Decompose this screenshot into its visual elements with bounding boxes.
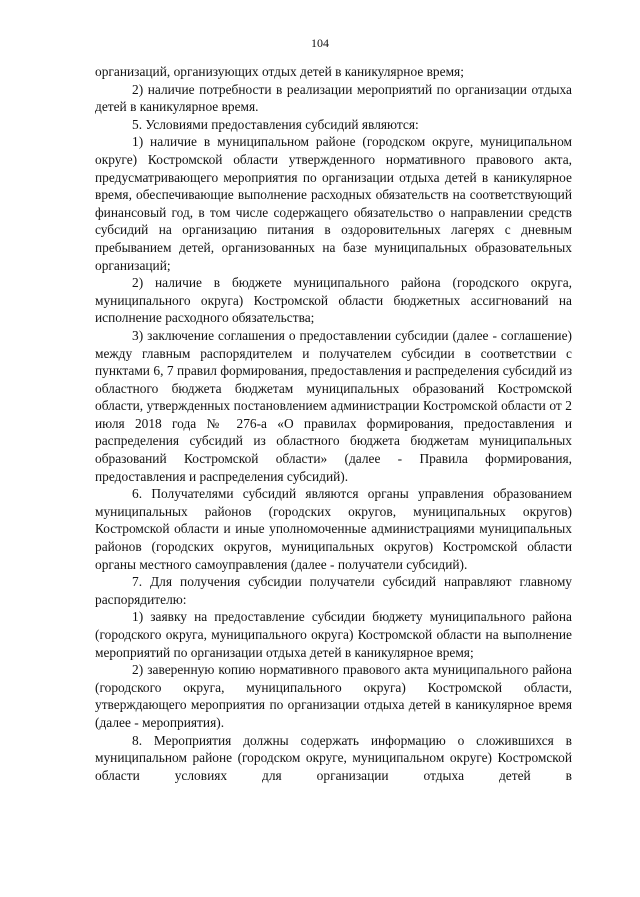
paragraph: 7. Для получения субсидии получатели субсидий направляют главному распорядителю: [95, 574, 572, 607]
paragraph: 1) наличие в муниципальном районе (городском округе, муниципальном округе) Костромской области утвержденного нормативного правового акта, предусматривающего мероприятия по организации отдыха детей в каникулярное время, обеспечивающие выполнение расходных обязательств на соответствующий финансовый год, в том числе содержащего обязательство о направлении средств субсидий на организацию питания в оздоровительных лагерях с дневным пребыванием детей, организованных на базе муниципальных образовательных организаций; [95, 134, 572, 273]
paragraph: организаций, организующих отдых детей в каникулярное время; [95, 64, 464, 79]
page-number: 104 [311, 36, 329, 50]
paragraph: 5. Условиями предоставления субсидий являются: [132, 116, 419, 132]
paragraph: 8. Мероприятия должны содержать информацию о сложившихся в муниципальном районе (городском округе, муниципальном округе) Костромской области условиях для организации отдыха детей в [95, 732, 572, 783]
paragraph: 1) заявку на предоставление субсидии бюджету муниципального района (городского округа, муниципального округа) Костромской области на выполнение мероприятий по организации отдыха детей в каникулярное время; [95, 609, 572, 660]
paragraph: 2) заверенную копию нормативного правового акта муниципального района (городского округа, муниципального округа) Костромской области, утверждающего мероприятия по организации отдыха детей в каникулярное время (далее - мероприятия). [95, 662, 572, 730]
paragraph: 2) наличие потребности в реализации мероприятий по организации отдыха детей в каникулярное время. [95, 81, 572, 115]
document-body [95, 63, 572, 784]
paragraph: 3) заключение соглашения о предоставлении субсидии (далее - соглашение) между главным распорядителем и получателем субсидии в соответствии с пунктами 6, 7 правил формирования, предоставления и распределения субсидий из областного бюджета бюджетам муниципальных образований Костромской области, утвержденных постановлением администрации Костромской области от 2 июля 2018 года № 276-а «О правилах формирования, предоставления и распределения субсидий из областного бюджета бюджетам муниципальных образований Костромской области» (далее - Правила формирования, предоставления и распределения субсидий). [95, 327, 572, 484]
paragraph: 6. Получателями субсидий являются органы управления образованием муниципальных районов (городских округов, муниципальных округов) Костромской области и иные уполномоченные администрациями муниципальных районов (городских округов, муниципальных округов) Костромской области органы местного самоуправления (далее - получатели субсидий). [95, 486, 572, 572]
paragraph: 2) наличие в бюджете муниципального района (городского округа, муниципального округа) Костромской области бюджетных ассигнований на исполнение расходного обязательства; [95, 275, 572, 326]
